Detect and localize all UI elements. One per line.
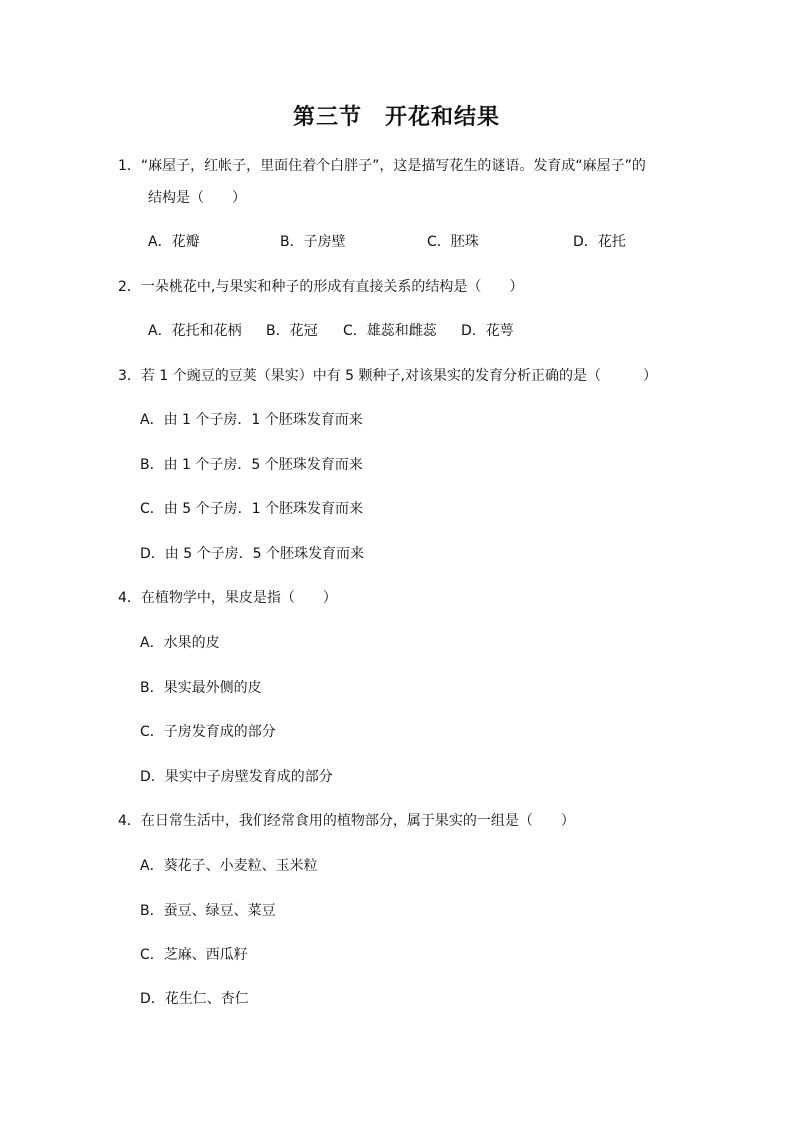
q4-option-a: A．水果的皮 [140,635,220,651]
q3-option-a: A．由 1 个子房．1 个胚珠发育而来 [140,412,363,428]
q5-option-d: D．花生仁、杏仁 [140,991,249,1007]
q2-option-c: C．雄蕊和雌蕊 [343,323,437,339]
q3-option-d: D．由 5 个子房．5 个胚珠发育而来 [140,546,364,562]
q3-stem: 3．若 1 个豌豆的豆荚（果实）中有 5 颗种子,对该果实的发育分析正确的是（ ） [118,368,657,384]
q1-options [0,232,793,252]
q1-stem-line1: 1．“麻屋子，红帐子，里面住着个白胖子”，这是描写花生的谜语。发育成“麻屋子”的 [118,158,646,174]
q1-option-c: C．胚珠 [427,234,479,250]
q1-stem-line2: 结构是（ ） [148,190,246,206]
q5-option-a: A．葵花子、小麦粒、玉米粒 [140,858,318,874]
q2-stem: 2．一朵桃花中,与果实和种子的形成有直接关系的结构是（ ） [118,279,524,295]
q4-option-c: C．子房发育成的部分 [140,724,276,740]
q1-option-a: A．花瓣 [148,234,200,250]
q4-stem: 4．在植物学中，果皮是指（ ） [118,590,337,606]
q2-option-a: A．花托和花柄 [148,323,242,339]
page-title: 第三节 开花和结果 [292,105,500,130]
q5-option-b: B．蚕豆、绿豆、菜豆 [140,903,276,919]
q1-option-d: D．花托 [573,234,626,250]
q2-option-b: B．花冠 [266,323,318,339]
q4-option-b: B．果实最外侧的皮 [140,680,262,696]
q1-option-b: B．子房壁 [280,234,346,250]
q3-option-c: C．由 5 个子房．1 个胚珠发育而来 [140,501,363,517]
q4-option-d: D．果实中子房壁发育成的部分 [140,769,333,785]
q5-option-c: C．芝麻、西瓜籽 [140,947,248,963]
q2-options [0,321,793,341]
q3-option-b: B．由 1 个子房．5 个胚珠发育而来 [140,457,363,473]
q5-stem: 4．在日常生活中，我们经常食用的植物部分，属于果实的一组是（ ） [118,813,575,829]
q2-option-d: D．花萼 [461,323,514,339]
